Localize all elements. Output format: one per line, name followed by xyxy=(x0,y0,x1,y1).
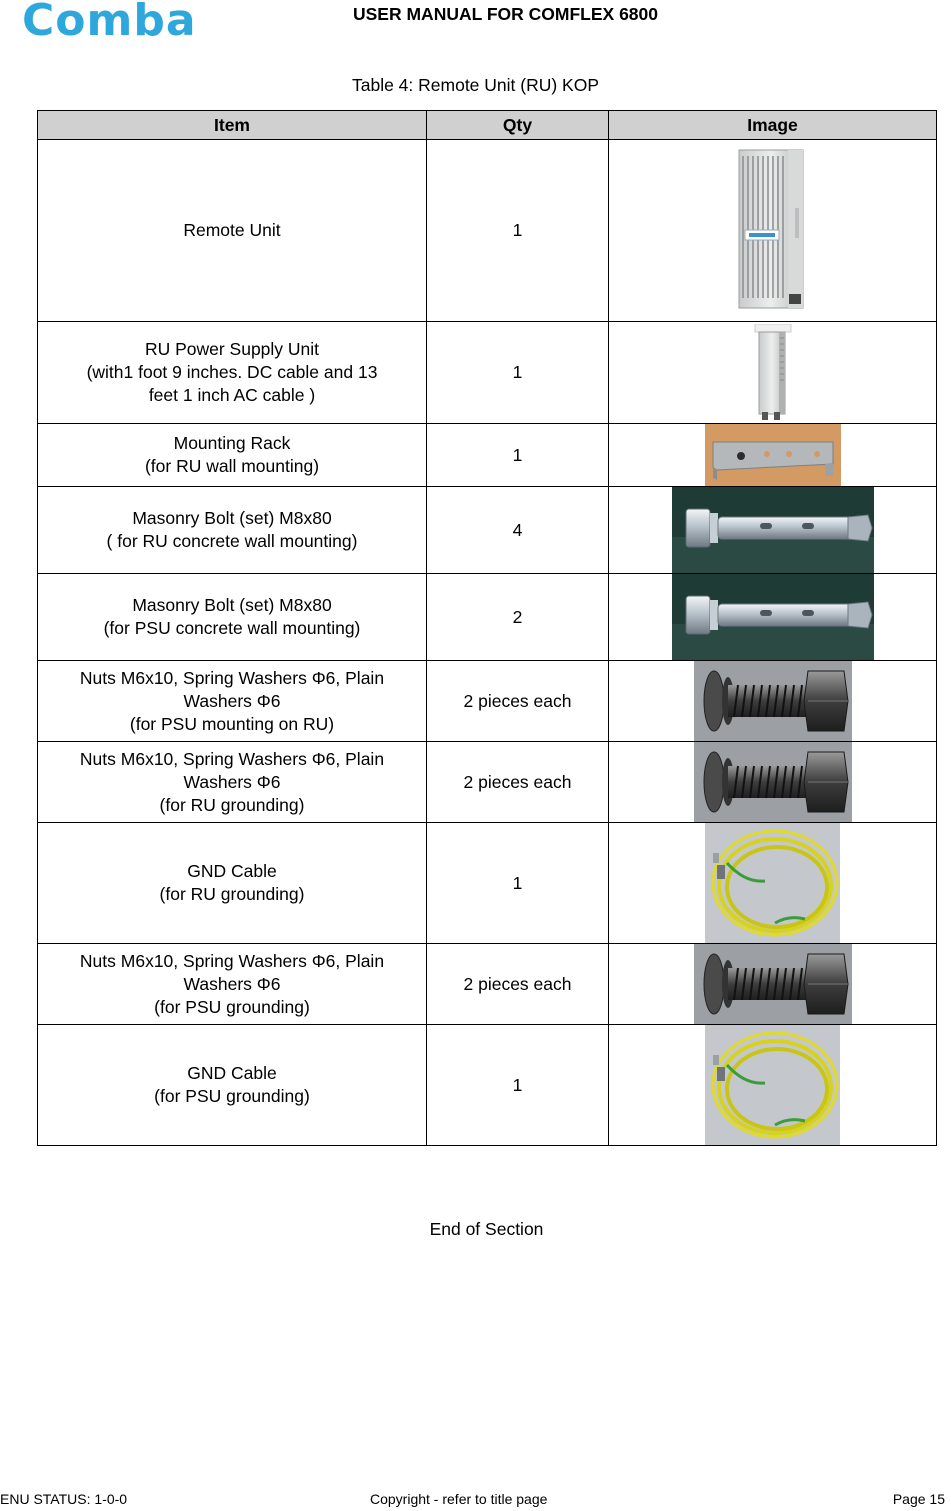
table-row xyxy=(38,322,937,424)
gnd-cable-image xyxy=(705,823,840,943)
image-cell xyxy=(609,661,937,742)
qty-cell: 1 xyxy=(427,140,609,322)
item-cell: Masonry Bolt (set) M8x80 ( for RU concrete wall mounting) xyxy=(38,487,427,574)
table-row xyxy=(38,424,937,487)
image-cell xyxy=(609,424,937,487)
header-item: Item xyxy=(38,111,427,140)
image-cell xyxy=(609,944,937,1025)
qty-cell: 1 xyxy=(427,424,609,487)
nut-bolt-washer-image xyxy=(694,661,852,741)
qty-cell: 2 pieces each xyxy=(427,944,609,1025)
image-cell xyxy=(609,322,937,424)
table-row xyxy=(38,661,937,742)
header-image: Image xyxy=(609,111,937,140)
item-cell: Mounting Rack (for RU wall mounting) xyxy=(38,424,427,487)
table-row xyxy=(38,487,937,574)
qty-cell: 2 pieces each xyxy=(427,742,609,823)
item-cell: Nuts M6x10, Spring Washers Φ6, Plain Washers Φ6 (for RU grounding) xyxy=(38,742,427,823)
nut-bolt-washer-image xyxy=(694,944,852,1024)
image-cell xyxy=(609,823,937,944)
footer-copyright: Copyright - refer to title page xyxy=(370,1491,548,1507)
end-of-section: End of Section xyxy=(429,1219,544,1239)
item-cell: GND Cable (for RU grounding) xyxy=(38,823,427,944)
mounting-rack-image xyxy=(705,424,841,486)
gnd-cable-image xyxy=(705,1025,840,1145)
item-cell: Remote Unit xyxy=(38,140,427,322)
table-row xyxy=(38,1025,937,1146)
remote-unit-image xyxy=(733,148,813,314)
image-cell xyxy=(609,487,937,574)
item-cell: GND Cable (for PSU grounding) xyxy=(38,1025,427,1146)
qty-cell: 2 pieces each xyxy=(427,661,609,742)
nut-bolt-washer-image xyxy=(694,742,852,822)
image-cell xyxy=(609,140,937,322)
item-cell: RU Power Supply Unit (with1 foot 9 inches. DC cable and 13 feet 1 inch AC cable ) xyxy=(38,322,427,424)
table-row xyxy=(38,574,937,661)
item-cell: Nuts M6x10, Spring Washers Φ6, Plain Washers Φ6 (for PSU grounding) xyxy=(38,944,427,1025)
masonry-bolt-image xyxy=(672,574,874,660)
power-supply-unit-image xyxy=(751,324,795,422)
table-header-row xyxy=(38,111,937,140)
image-cell xyxy=(609,574,937,661)
masonry-bolt-image xyxy=(672,487,874,573)
qty-cell: 2 xyxy=(427,574,609,661)
logo-text: Comba xyxy=(22,0,197,46)
kop-table xyxy=(37,110,937,1146)
image-cell xyxy=(609,742,937,823)
qty-cell: 1 xyxy=(427,1025,609,1146)
item-cell: Masonry Bolt (set) M8x80 (for PSU concrete wall mounting) xyxy=(38,574,427,661)
table-row xyxy=(38,742,937,823)
qty-cell: 1 xyxy=(427,322,609,424)
footer-status: ENU STATUS: 1-0-0 xyxy=(0,1491,128,1507)
qty-cell: 4 xyxy=(427,487,609,574)
table-row xyxy=(38,944,937,1025)
document-title: USER MANUAL FOR COMFLEX 6800 xyxy=(353,4,658,24)
table-row xyxy=(38,140,937,322)
footer-page-number: Page 15 xyxy=(892,1491,945,1507)
header-qty: Qty xyxy=(427,111,609,140)
qty-cell: 1 xyxy=(427,823,609,944)
table-caption: Table 4: Remote Unit (RU) KOP xyxy=(351,75,600,95)
image-cell xyxy=(609,1025,937,1146)
item-cell: Nuts M6x10, Spring Washers Φ6, Plain Washers Φ6 (for PSU mounting on RU) xyxy=(38,661,427,742)
table-row xyxy=(38,823,937,944)
